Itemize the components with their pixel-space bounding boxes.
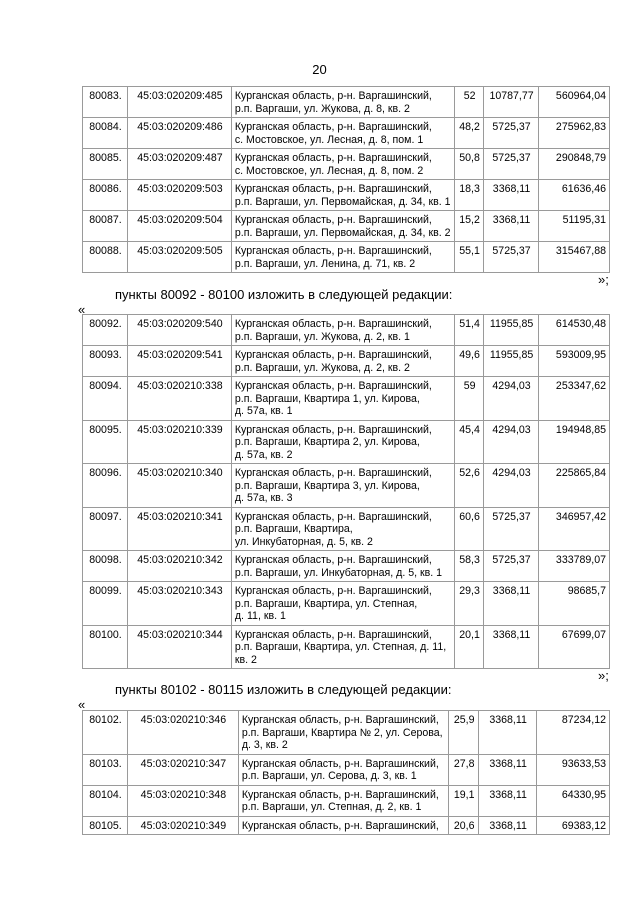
unit-price-cell: 3368,11 — [484, 582, 539, 626]
unit-price-cell: 11955,85 — [484, 346, 539, 377]
address-cell: Курганская область, р-н. Варгашинский, р.п. Варгаши, ул. Жукова, д. 2, кв. 1 — [231, 315, 454, 346]
cadastral-number-cell: 45:03:020210:340 — [127, 464, 231, 508]
address-cell: Курганская область, р-н. Варгашинский, р.п. Варгаши, Квартира 1, ул. Кирова, д. 57а, кв. 1 — [231, 377, 454, 421]
address-cell: Курганская область, р-н. Варгашинский, — [238, 816, 448, 835]
total-value-cell: 61636,46 — [539, 180, 610, 211]
cadastral-number-cell: 45:03:020210:343 — [127, 582, 231, 626]
cadastral-number-cell: 45:03:020210:344 — [127, 625, 231, 669]
row-number-cell: 80103. — [83, 754, 128, 785]
row-number-cell: 80099. — [83, 582, 128, 626]
area-cell: 60,6 — [455, 507, 484, 551]
area-cell: 20,1 — [455, 625, 484, 669]
table-row — [83, 507, 610, 551]
address-cell: Курганская область, р-н. Варгашинский, р.п. Варгаши, ул. Первомайская, д. 34, кв. 2 — [231, 211, 454, 242]
total-value-cell: 98685,7 — [539, 582, 610, 626]
unit-price-cell: 5725,37 — [484, 118, 539, 149]
address-cell: Курганская область, р-н. Варгашинский, р.п. Варгаши, ул. Инкубаторная, д. 5, кв. 1 — [231, 551, 454, 582]
cadastral-number-cell: 45:03:020210:341 — [127, 507, 231, 551]
address-cell: Курганская область, р-н. Варгашинский, р.п. Варгаши, ул. Первомайская, д. 34, кв. 1 — [231, 180, 454, 211]
total-value-cell: 194948,85 — [539, 420, 610, 464]
total-value-cell: 93633,53 — [537, 754, 610, 785]
row-number-cell: 80095. — [83, 420, 128, 464]
amendment-table-2 — [82, 314, 610, 669]
total-value-cell: 614530,48 — [539, 315, 610, 346]
row-number-cell: 80105. — [83, 816, 128, 835]
area-cell: 52 — [455, 87, 484, 118]
address-cell: Курганская область, р-н. Варгашинский, р.п. Варгаши, ул. Серова, д. 3, кв. 1 — [238, 754, 448, 785]
address-cell: Курганская область, р-н. Варгашинский, с. Мостовское, ул. Лесная, д. 8, пом. 2 — [231, 149, 454, 180]
table-row — [83, 87, 610, 118]
row-number-cell: 80084. — [83, 118, 128, 149]
row-number-cell: 80086. — [83, 180, 128, 211]
table-row — [83, 315, 610, 346]
opening-quote-2: « — [78, 697, 86, 712]
address-cell: Курганская область, р-н. Варгашинский, р.п. Варгаши, Квартира 2, ул. Кирова, д. 57а, кв. 2 — [231, 420, 454, 464]
cadastral-number-cell: 45:03:020210:346 — [127, 711, 238, 755]
cadastral-number-cell: 45:03:020210:347 — [127, 754, 238, 785]
cadastral-number-cell: 45:03:020209:540 — [127, 315, 231, 346]
row-number-cell: 80102. — [83, 711, 128, 755]
page-number: 20 — [312, 62, 327, 77]
table-row — [83, 242, 610, 273]
area-cell: 29,3 — [455, 582, 484, 626]
table-row — [83, 711, 610, 755]
area-cell: 18,3 — [455, 180, 484, 211]
area-cell: 27,8 — [449, 754, 479, 785]
address-cell: Курганская область, р-н. Варгашинский, р.п. Варгаши, Квартира, ул. Инкубаторная, д. 5, кв. 2 — [231, 507, 454, 551]
address-cell: Курганская область, р-н. Варгашинский, р.п. Варгаши, ул. Степная, д. 2, кв. 1 — [238, 785, 448, 816]
unit-price-cell: 3368,11 — [484, 211, 539, 242]
unit-price-cell: 4294,03 — [484, 377, 539, 421]
area-cell: 58,3 — [455, 551, 484, 582]
area-cell: 52,6 — [455, 464, 484, 508]
cadastral-number-cell: 45:03:020209:486 — [127, 118, 231, 149]
table-row — [83, 180, 610, 211]
total-value-cell: 51195,31 — [539, 211, 610, 242]
amendment-table-3 — [82, 710, 610, 835]
total-value-cell: 67699,07 — [539, 625, 610, 669]
unit-price-cell: 11955,85 — [484, 315, 539, 346]
row-number-cell: 80087. — [83, 211, 128, 242]
cadastral-number-cell: 45:03:020209:541 — [127, 346, 231, 377]
unit-price-cell: 5725,37 — [484, 507, 539, 551]
row-number-cell: 80083. — [83, 87, 128, 118]
address-cell: Курганская область, р-н. Варгашинский, р.п. Варгаши, Квартира № 2, ул. Серова, д. 3, кв. 2 — [238, 711, 448, 755]
area-cell: 45,4 — [455, 420, 484, 464]
address-cell: Курганская область, р-н. Варгашинский, р.п. Варгаши, Квартира, ул. Степная, д. 11, кв. 2 — [231, 625, 454, 669]
row-number-cell: 80096. — [83, 464, 128, 508]
unit-price-cell: 4294,03 — [484, 464, 539, 508]
unit-price-cell: 3368,11 — [484, 625, 539, 669]
unit-price-cell: 5725,37 — [484, 149, 539, 180]
total-value-cell: 69383,12 — [537, 816, 610, 835]
row-number-cell: 80100. — [83, 625, 128, 669]
table-row — [83, 625, 610, 669]
table-row — [83, 464, 610, 508]
area-cell: 51,4 — [455, 315, 484, 346]
area-cell: 50,8 — [455, 149, 484, 180]
area-cell: 19,1 — [449, 785, 479, 816]
intro-text-1: пункты 80092 - 80100 изложить в следующей редакции: — [115, 287, 453, 302]
cadastral-number-cell: 45:03:020210:342 — [127, 551, 231, 582]
unit-price-cell: 5725,37 — [484, 551, 539, 582]
area-cell: 55,1 — [455, 242, 484, 273]
table-row — [83, 211, 610, 242]
unit-price-cell: 3368,11 — [479, 785, 537, 816]
total-value-cell: 333789,07 — [539, 551, 610, 582]
cadastral-number-cell: 45:03:020210:349 — [127, 816, 238, 835]
cadastral-number-cell: 45:03:020210:339 — [127, 420, 231, 464]
intro-text-2: пункты 80102 - 80115 изложить в следующей редакции: — [115, 682, 452, 697]
row-number-cell: 80104. — [83, 785, 128, 816]
total-value-cell: 225865,84 — [539, 464, 610, 508]
total-value-cell: 64330,95 — [537, 785, 610, 816]
address-cell: Курганская область, р-н. Варгашинский, с. Мостовское, ул. Лесная, д. 8, пом. 1 — [231, 118, 454, 149]
cadastral-number-cell: 45:03:020209:505 — [127, 242, 231, 273]
address-cell: Курганская область, р-н. Варгашинский, р.п. Варгаши, ул. Жукова, д. 8, кв. 2 — [231, 87, 454, 118]
unit-price-cell: 3368,11 — [479, 754, 537, 785]
cadastral-number-cell: 45:03:020210:348 — [127, 785, 238, 816]
total-value-cell: 560964,04 — [539, 87, 610, 118]
area-cell: 49,6 — [455, 346, 484, 377]
cadastral-number-cell: 45:03:020209:487 — [127, 149, 231, 180]
table-row — [83, 377, 610, 421]
cadastral-number-cell: 45:03:020209:504 — [127, 211, 231, 242]
area-cell: 25,9 — [449, 711, 479, 755]
total-value-cell: 346957,42 — [539, 507, 610, 551]
unit-price-cell: 3368,11 — [484, 180, 539, 211]
address-cell: Курганская область, р-н. Варгашинский, р.п. Варгаши, ул. Ленина, д. 71, кв. 2 — [231, 242, 454, 273]
total-value-cell: 275962,83 — [539, 118, 610, 149]
closing-quote-1: »; — [598, 272, 609, 287]
table-row — [83, 346, 610, 377]
row-number-cell: 80085. — [83, 149, 128, 180]
row-number-cell: 80088. — [83, 242, 128, 273]
unit-price-cell: 5725,37 — [484, 242, 539, 273]
unit-price-cell: 3368,11 — [479, 711, 537, 755]
table-row — [83, 149, 610, 180]
amendment-table-1 — [82, 86, 610, 273]
table-row — [83, 785, 610, 816]
unit-price-cell: 4294,03 — [484, 420, 539, 464]
address-cell: Курганская область, р-н. Варгашинский, р.п. Варгаши, Квартира, ул. Степная, д. 11, кв. 1 — [231, 582, 454, 626]
address-cell: Курганская область, р-н. Варгашинский, р.п. Варгаши, Квартира 3, ул. Кирова, д. 57а, кв. 3 — [231, 464, 454, 508]
area-cell: 59 — [455, 377, 484, 421]
table-row — [83, 754, 610, 785]
cadastral-number-cell: 45:03:020209:503 — [127, 180, 231, 211]
total-value-cell: 315467,88 — [539, 242, 610, 273]
table-row — [83, 816, 610, 835]
row-number-cell: 80092. — [83, 315, 128, 346]
row-number-cell: 80097. — [83, 507, 128, 551]
closing-quote-2: »; — [598, 668, 609, 683]
table-row — [83, 118, 610, 149]
area-cell: 48,2 — [455, 118, 484, 149]
total-value-cell: 290848,79 — [539, 149, 610, 180]
unit-price-cell: 3368,11 — [479, 816, 537, 835]
table-row — [83, 582, 610, 626]
total-value-cell: 87234,12 — [537, 711, 610, 755]
row-number-cell: 80094. — [83, 377, 128, 421]
row-number-cell: 80098. — [83, 551, 128, 582]
row-number-cell: 80093. — [83, 346, 128, 377]
table-row — [83, 420, 610, 464]
total-value-cell: 593009,95 — [539, 346, 610, 377]
area-cell: 20,6 — [449, 816, 479, 835]
unit-price-cell: 10787,77 — [484, 87, 539, 118]
cadastral-number-cell: 45:03:020210:338 — [127, 377, 231, 421]
total-value-cell: 253347,62 — [539, 377, 610, 421]
area-cell: 15,2 — [455, 211, 484, 242]
address-cell: Курганская область, р-н. Варгашинский, р.п. Варгаши, ул. Жукова, д. 2, кв. 2 — [231, 346, 454, 377]
opening-quote-1: « — [78, 302, 86, 317]
table-row — [83, 551, 610, 582]
cadastral-number-cell: 45:03:020209:485 — [127, 87, 231, 118]
